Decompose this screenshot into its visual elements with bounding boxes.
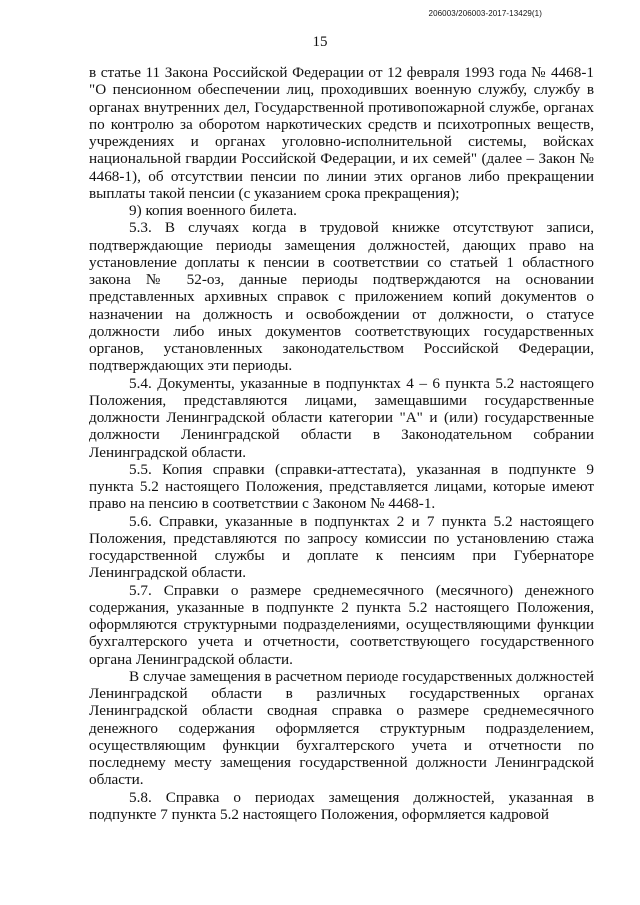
paragraph: В случае замещения в расчетном периоде государственных должностей Ленинградской области в различных государственных органах Ленинградской области сводная справка о размере среднемесячного денежного содержания оформляется структурным подразделением, осуществляющим функции бухгалтерского учета и отчетности по последнему месту замещения государственной должности Ленинградской области.: [89, 667, 594, 789]
paragraph: 9) копия военного билета.: [129, 202, 297, 219]
page-number: 15: [312, 34, 328, 50]
paragraph: 5.4. Документы, указанные в подпунктах 4 – 6 пункта 5.2 настоящего Положения, представляются лицами, замещавшими государственные должности Ленинградской области категории "А" и (или) государственные должности Ленинградской области в Законодательном собрании Ленинградской области.: [89, 374, 594, 461]
paragraph: 5.3. В случаях когда в трудовой книжке отсутствуют записи, подтверждающие периоды замещения должностей, дающих право на установление доплаты к пенсии в соответствии со статьей 1 областного закона № 52-оз, данные периоды подтверждаются на основании представленных архивных справок с приложением копий документов о назначении на должность и освобождении от должности, о статусе должности либо иных документов соответствующих государственных органов, установленных законодательством Российской Федерации, подтверждающих эти периоды.: [89, 219, 594, 375]
paragraph: 5.7. Справки о размере среднемесячного (месячного) денежного содержания, указанные в подпункте 2 пункта 5.2 настоящего Положения, оформляются структурными подразделениями, осуществляющими функции бухгалтерского учета и отчетности, соответствующего государственного органа Ленинградской области.: [89, 581, 594, 668]
document-body: [89, 64, 594, 823]
paragraph: 5.8. Справка о периодах замещения должностей, указанная в подпункте 7 пункта 5.2 настоящего Положения, оформляется кадровой: [89, 788, 594, 823]
paragraph: в статье 11 Закона Российской Федерации от 12 февраля 1993 года № 4468-1 "О пенсионном обеспечении лиц, проходивших военную службу, службу в органах внутренних дел, Государственной противопожарной службе, органах по контролю за оборотом наркотических средств и психотропных веществ, учреждениях и органах уголовно-исполнительной системы, войсках национальной гвардии Российской Федерации, и их семей" (далее – Закон № 4468-1), об отсутствии пенсии по линии этих органов либо прекращении выплаты такой пенсии (с указанием срока прекращения);: [89, 64, 594, 202]
paragraph: 5.6. Справки, указанные в подпунктах 2 и 7 пункта 5.2 настоящего Положения, представляются по запросу комиссии по установлению стажа государственной службы и доплате к пенсиям при Губернаторе Ленинградской области.: [89, 512, 594, 582]
paragraph: 5.5. Копия справки (справки-аттестата), указанная в подпункте 9 пункта 5.2 настоящего Положения, представляется лицами, которые имеют право на пенсию в соответствии с Законом № 4468-1.: [89, 460, 594, 513]
document-id: 206003/206003-2017-13429(1): [428, 9, 542, 18]
